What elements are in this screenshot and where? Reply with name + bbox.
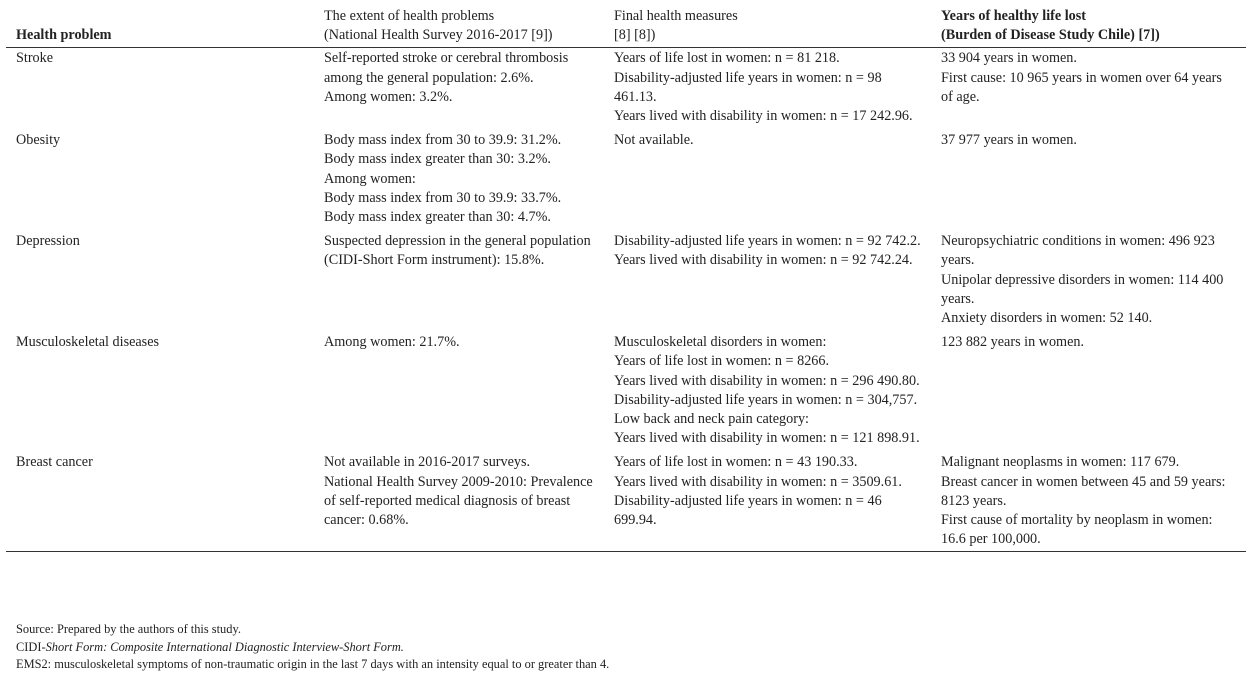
table-footnotes	[16, 621, 609, 674]
table-row-obesity	[6, 130, 1246, 231]
cidi-definition: Short Form: Composite International Diagnostic Interview-Short Form.	[45, 639, 404, 654]
cell-line: Disability-adjusted life years in women: n = 98 461.13.	[614, 69, 882, 105]
table-row-musculoskeletal	[6, 332, 1246, 452]
cell-line: Years lived with disability in women: n = 17 242.96.	[614, 108, 913, 125]
cell-line: First cause of mortality by neoplasm in women: 16.6 per 100,000.	[941, 512, 1213, 548]
cell-line: Malignant neoplasms in women: 117 679.	[941, 454, 1180, 471]
cell-problem: Musculoskeletal diseases	[16, 334, 160, 351]
cell-line: Disability-adjusted life years in women: n = 92 742.2.	[614, 233, 921, 250]
cell-line: 33 904 years in women.	[941, 50, 1077, 67]
cell-problem: Obesity	[16, 132, 61, 149]
cell-line: Breast cancer in women between 45 and 59 years: 8123 years.	[941, 473, 1226, 509]
cell-extent	[314, 130, 604, 231]
cell-extent	[314, 452, 604, 552]
cell-measures	[604, 231, 931, 332]
cell-problem: Stroke	[16, 50, 54, 67]
table-header-row	[6, 6, 1246, 48]
header-years-lost	[931, 6, 1246, 48]
cell-extent	[314, 48, 604, 130]
cell-measures	[604, 130, 931, 231]
header-extent-line: (National Health Survey 2016-2017 [9])	[324, 27, 553, 44]
cell-line: Years of life lost in women: n = 43 190.33.	[614, 454, 858, 471]
cell-line: Body mass index greater than 30: 4.7%.	[324, 209, 551, 226]
cell-line: Years lived with disability in women: n = 121 898.91.	[614, 430, 920, 447]
header-extent-line: The extent of health problems	[324, 8, 495, 24]
cell-line: Years lived with disability in women: n = 3509.61.	[614, 473, 902, 490]
cell-line: Disability-adjusted life years in women: n = 304,757.	[614, 391, 918, 408]
cell-line: Suspected depression in the general population (CIDI-Short Form instrument): 15.8%.	[324, 233, 591, 269]
cell-line: Not available.	[614, 132, 694, 149]
cell-line: Musculoskeletal disorders in women:	[614, 334, 827, 351]
header-extent	[314, 6, 604, 48]
header-measures-line: [8] [8])	[614, 27, 656, 44]
table-row-breast-cancer	[6, 452, 1246, 552]
cell-extent	[314, 231, 604, 332]
cidi-note	[16, 639, 609, 657]
cell-line: First cause: 10 965 years in women over 64 years of age.	[941, 69, 1222, 105]
cell-line: 123 882 years in women.	[941, 334, 1085, 351]
source-note: Source: Prepared by the authors of this study.	[16, 622, 241, 636]
cell-line: Years lived with disability in women: n = 296 490.80.	[614, 372, 920, 389]
cell-line: Years of life lost in women: n = 81 218.	[614, 50, 840, 67]
header-years-line: Years of healthy life lost	[941, 8, 1087, 24]
header-measures-line: Final health measures	[614, 8, 738, 24]
cell-years	[931, 452, 1246, 552]
cell-line: National Health Survey 2009-2010: Prevalence of self-reported medical diagnosis of breast cancer: 0.68%.	[324, 473, 593, 529]
cell-line: Unipolar depressive disorders in women: 114 400 years.	[941, 271, 1224, 307]
cell-measures	[604, 332, 931, 452]
cell-line: Years of life lost in women: n = 8266.	[614, 353, 830, 370]
cell-years	[931, 130, 1246, 231]
cell-years	[931, 48, 1246, 130]
ems2-note: EMS2: musculoskeletal symptoms of non-traumatic origin in the last 7 days with an intensity equal to or greater than 4.	[16, 657, 610, 671]
table-row-depression	[6, 231, 1246, 332]
cell-line: Disability-adjusted life years in women: n = 46 699.94.	[614, 492, 882, 529]
cell-line: Not available in 2016-2017 surveys.	[324, 454, 531, 471]
cell-years	[931, 332, 1246, 452]
cell-measures	[604, 48, 931, 130]
cell-line: Neuropsychiatric conditions in women: 496 923 years.	[941, 233, 1215, 269]
cell-line: Low back and neck pain category:	[614, 411, 809, 428]
cell-line: Among women: 21.7%.	[324, 334, 460, 351]
table-row-stroke	[6, 48, 1246, 130]
cell-problem: Depression	[16, 233, 80, 250]
health-problems-table	[6, 6, 1246, 552]
cell-line: Among women:	[324, 170, 416, 187]
cell-measures	[604, 452, 931, 552]
cell-line: Self-reported stroke or cerebral thrombosis among the general population: 2.6%.	[324, 50, 569, 86]
header-final-measures	[604, 6, 931, 48]
cidi-prefix: CIDI-	[16, 639, 46, 654]
header-health-problem: Health problem	[6, 6, 314, 48]
cell-line: 37 977 years in women.	[941, 132, 1077, 149]
cell-problem: Breast cancer	[6, 452, 314, 552]
cell-years	[931, 231, 1246, 332]
cell-line: Body mass index greater than 30: 3.2%.	[324, 151, 551, 168]
cell-line: Body mass index from 30 to 39.9: 31.2%.	[324, 132, 562, 149]
cell-line: Anxiety disorders in women: 52 140.	[941, 310, 1153, 327]
cell-line: Among women: 3.2%.	[324, 88, 453, 105]
cell-extent	[314, 332, 604, 452]
cell-line: Years lived with disability in women: n = 92 742.24.	[614, 252, 913, 269]
header-years-line: (Burden of Disease Study Chile) [7])	[941, 27, 1160, 44]
cell-line: Body mass index from 30 to 39.9: 33.7%.	[324, 189, 562, 206]
